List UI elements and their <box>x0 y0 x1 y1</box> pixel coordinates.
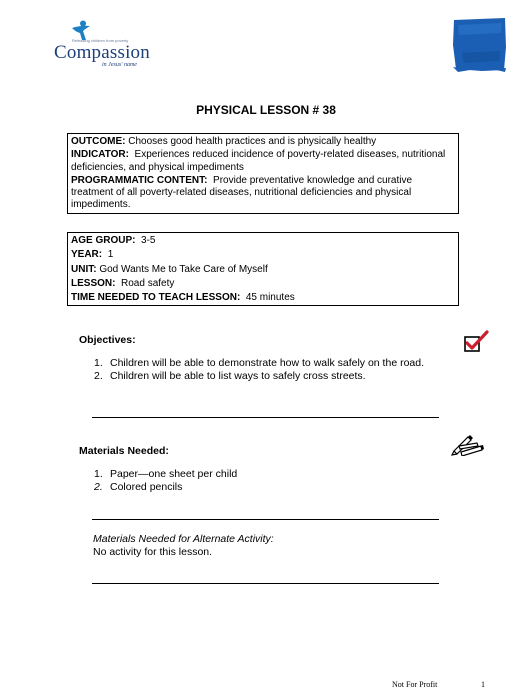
age-group-value: 3-5 <box>141 235 156 246</box>
programmatic-content-row <box>71 175 455 212</box>
materials-list <box>94 468 454 494</box>
logo-subtitle: in Jesus' name <box>102 62 137 68</box>
outcome-text: Chooses good health practices and is physically healthy <box>128 136 377 147</box>
list-item <box>94 370 454 383</box>
footer-note: Not For Profit <box>392 680 438 689</box>
list-number: 1. <box>94 357 103 369</box>
year-label: YEAR: <box>71 249 103 261</box>
outcome-label: OUTCOME: <box>71 136 126 147</box>
lesson-row <box>71 278 455 290</box>
divider-3 <box>92 583 439 584</box>
objectives-list <box>94 357 454 383</box>
time-row <box>71 292 455 304</box>
divider-1 <box>92 417 439 418</box>
list-text: Colored pencils <box>110 481 183 493</box>
lesson-value: Road safety <box>121 277 175 289</box>
indicator-text: Experiences reduced incidence of poverty-related diseases, nutritional deficiencies, and physical impediments <box>71 149 446 173</box>
blue-brush-square <box>452 17 507 72</box>
age-group-row <box>71 235 455 247</box>
compassion-logo <box>54 20 164 70</box>
list-text: Children will be able to demonstrate how to walk safely on the road. <box>110 357 425 369</box>
unit-value: God Wants Me to Take Care of Myself <box>99 263 268 275</box>
list-number: 1. <box>94 468 103 480</box>
time-value: 45 minutes <box>245 292 295 304</box>
unit-row <box>71 264 455 276</box>
indicator-row <box>71 149 455 174</box>
alternate-text: No activity for this lesson. <box>93 546 213 558</box>
objectives-heading: Objectives: <box>79 334 136 346</box>
outcome-row <box>71 136 455 148</box>
list-item <box>94 481 454 494</box>
unit-label: UNIT: <box>71 263 97 275</box>
alternate-heading: Materials Needed for Alternate Activity: <box>93 533 274 545</box>
list-text: Children will be able to list ways to safely cross streets. <box>110 370 366 382</box>
page-title: PHYSICAL LESSON # 38 <box>196 103 336 117</box>
list-text: Paper—one sheet per child <box>110 468 238 480</box>
year-value: 1 <box>107 249 114 261</box>
indicator-label: INDICATOR: <box>71 149 129 161</box>
time-label: TIME NEEDED TO TEACH LESSON: <box>71 292 241 304</box>
list-number: 2. <box>94 370 103 382</box>
logo-tagline: Releasing children from poverty <box>72 38 129 43</box>
programmatic-content-text: Provide preventative knowledge and curative treatment of all poverty-related diseases, nutritional deficiencies and physical impediments. <box>71 174 413 211</box>
year-row <box>71 249 455 261</box>
logo-wordmark: Compassion <box>54 42 150 63</box>
lesson-info-box <box>67 232 459 306</box>
programmatic-content-label: PROGRAMMATIC CONTENT: <box>71 174 208 186</box>
pencils-icon <box>451 432 485 456</box>
divider-2 <box>92 519 439 520</box>
checkbox-check-icon <box>463 330 489 354</box>
page-number: 1 <box>481 680 485 689</box>
lesson-label: LESSON: <box>71 277 116 289</box>
list-item <box>94 468 454 481</box>
list-item <box>94 357 454 370</box>
materials-heading: Materials Needed: <box>79 445 169 457</box>
age-group-label: AGE GROUP: <box>71 235 136 246</box>
outcome-box <box>67 133 459 214</box>
list-number: 2. <box>94 481 103 493</box>
